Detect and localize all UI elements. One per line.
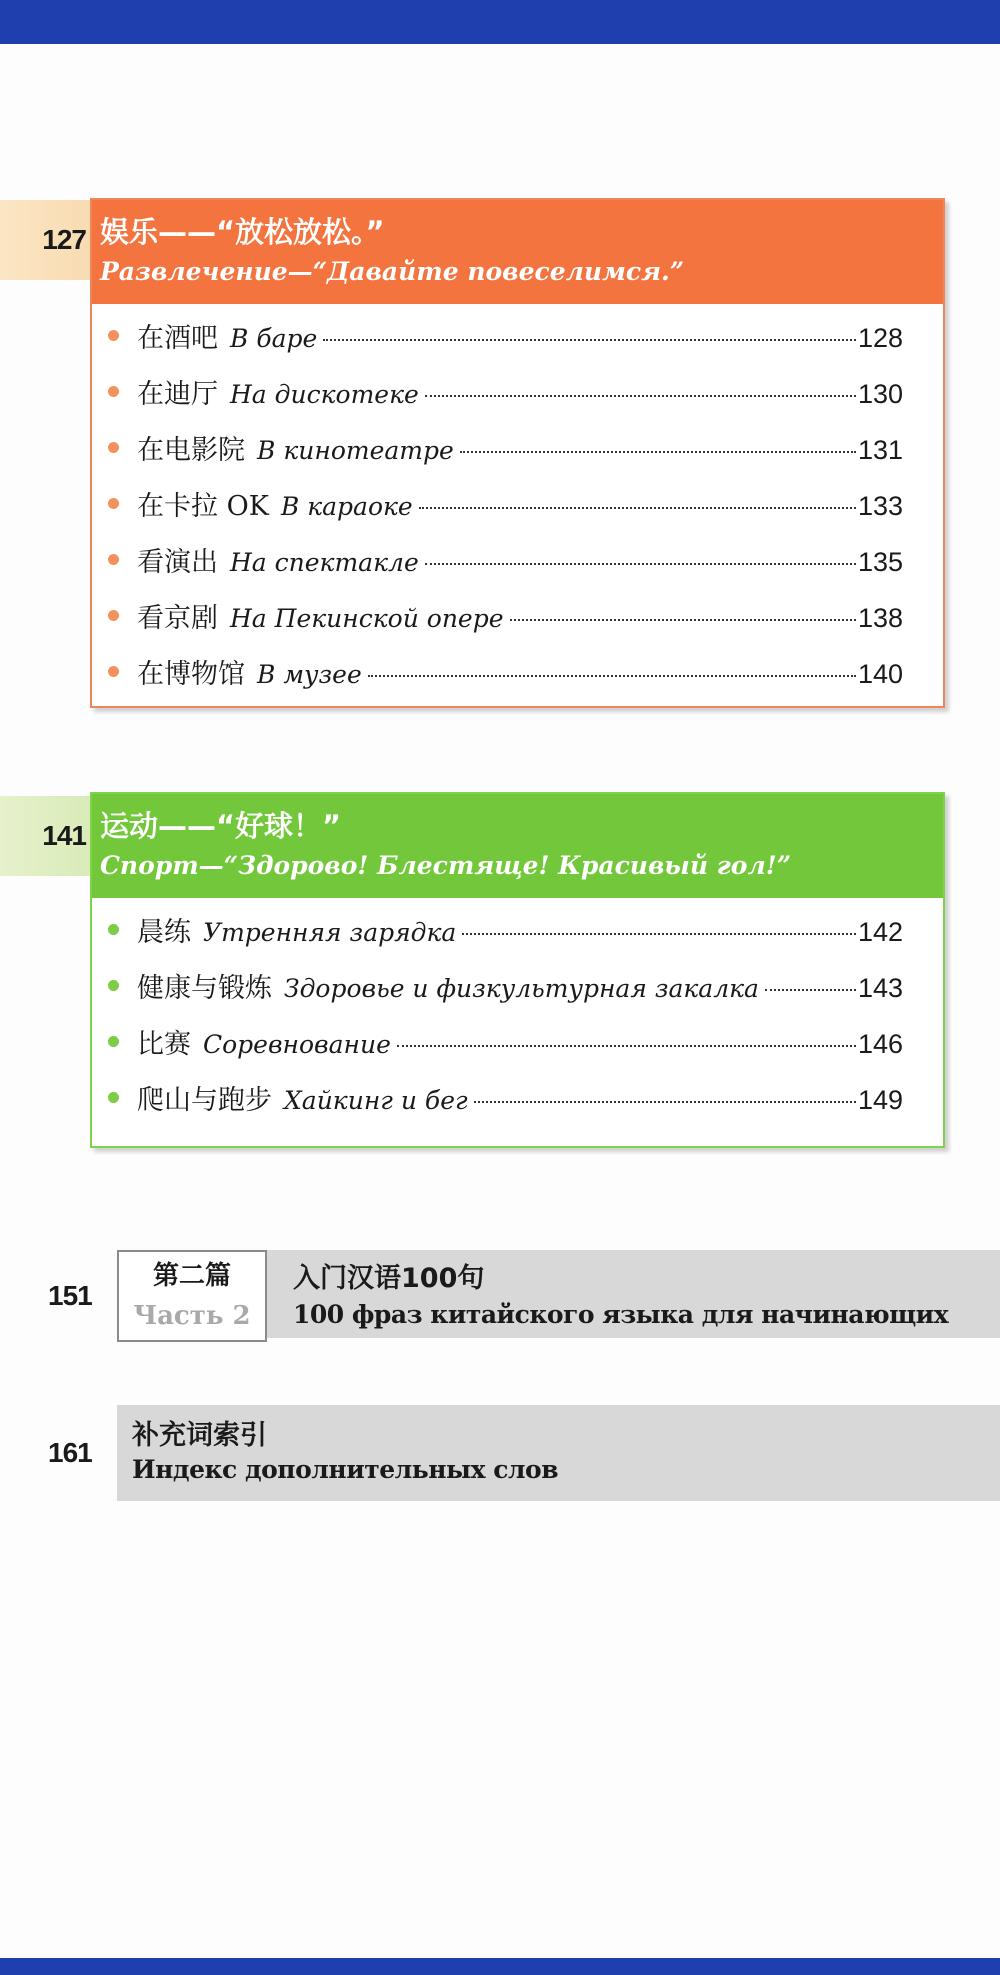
section-page-number: 127 <box>0 200 92 280</box>
section-title-ru: Развлечение—“Давайте повеселимся.” <box>100 257 685 286</box>
item-title-ru: В кинотеатре <box>257 436 454 465</box>
part-title-cn: 入门汉语100句 <box>293 1263 485 1294</box>
item-title-cn: 看京剧 <box>137 603 218 634</box>
dot-leader <box>323 339 856 341</box>
toc-section-entertainment <box>90 198 945 708</box>
bullet-icon <box>108 1092 119 1103</box>
toc-item[interactable] <box>102 428 903 484</box>
toc-section-sport <box>90 792 945 1148</box>
dot-leader <box>462 933 856 935</box>
dot-leader <box>368 675 856 677</box>
item-page-number: 149 <box>857 1085 903 1115</box>
toc-item[interactable] <box>102 540 903 596</box>
dot-leader <box>765 989 856 991</box>
toc-item[interactable] <box>102 966 903 1022</box>
toc-item[interactable] <box>102 484 903 540</box>
item-title-cn: 爬山与跑步 <box>137 1085 272 1116</box>
bullet-icon <box>108 442 119 453</box>
bullet-icon <box>108 498 119 509</box>
item-title-cn: 在博物馆 <box>137 659 245 690</box>
bullet-icon <box>108 980 119 991</box>
toc-list <box>92 898 943 1148</box>
part-label-ru: Часть 2 <box>133 1301 251 1331</box>
toc-part-2[interactable] <box>0 1250 1000 1346</box>
index-title-ru: Индекс дополнительных слов <box>132 1455 559 1484</box>
part-label <box>117 1250 267 1342</box>
dot-leader <box>510 619 856 621</box>
bullet-icon <box>108 610 119 621</box>
bullet-icon <box>108 554 119 565</box>
item-title-cn: 看演出 <box>137 547 218 578</box>
item-title-cn: 在卡拉 OK <box>137 491 269 522</box>
item-title-ru: На спектакле <box>230 548 419 577</box>
toc-item[interactable] <box>102 652 903 708</box>
top-bar <box>0 0 1000 44</box>
section-header <box>92 794 943 898</box>
part-page-number: 151 <box>48 1280 92 1311</box>
item-title-cn: 在电影院 <box>137 435 245 466</box>
toc-index[interactable] <box>0 1405 1000 1501</box>
bottom-bar <box>0 1958 1000 1975</box>
section-title-cn: 娱乐——“放松放松。” <box>100 215 385 249</box>
item-page-number: 135 <box>857 547 903 577</box>
index-title-cn: 补充词索引 <box>132 1420 267 1451</box>
dot-leader <box>425 395 856 397</box>
bullet-icon <box>108 386 119 397</box>
bullet-icon <box>108 924 119 935</box>
item-title-ru: Здоровье и физкультурная закалка <box>284 974 759 1003</box>
item-page-number: 140 <box>857 659 903 689</box>
item-page-number: 133 <box>857 491 903 521</box>
item-title-ru: На Пекинской опере <box>230 604 504 633</box>
item-title-cn: 在迪厅 <box>137 379 218 410</box>
item-title-ru: Соревнование <box>203 1030 391 1059</box>
toc-item[interactable] <box>102 316 903 372</box>
bullet-icon <box>108 330 119 341</box>
bullet-icon <box>108 666 119 677</box>
part-label-cn: 第二篇 <box>152 1261 231 1291</box>
item-title-ru: В баре <box>230 324 318 353</box>
section-page-number: 141 <box>0 796 92 876</box>
section-title-cn: 运动——“好球！” <box>100 809 342 843</box>
index-page-number: 161 <box>48 1437 92 1468</box>
item-title-cn: 在酒吧 <box>137 323 218 354</box>
item-title-ru: В караоке <box>280 492 413 521</box>
toc-item[interactable] <box>102 1078 903 1134</box>
item-title-ru: Хайкинг и бег <box>284 1086 468 1115</box>
item-page-number: 142 <box>857 917 903 947</box>
item-page-number: 143 <box>857 973 903 1003</box>
dot-leader <box>474 1101 856 1103</box>
toc-item[interactable] <box>102 1022 903 1078</box>
item-title-ru: Утренняя зарядка <box>203 918 457 947</box>
section-header <box>92 200 943 304</box>
bullet-icon <box>108 1036 119 1047</box>
item-page-number: 131 <box>857 435 903 465</box>
part-title-ru: 100 фраз китайского языка для начинающих <box>293 1300 949 1329</box>
dot-leader <box>419 507 856 509</box>
toc-list <box>92 304 943 722</box>
toc-item[interactable] <box>102 910 903 966</box>
item-page-number: 146 <box>857 1029 903 1059</box>
item-page-number: 138 <box>857 603 903 633</box>
dot-leader <box>397 1045 856 1047</box>
item-title-ru: На дискотеке <box>230 380 419 409</box>
item-page-number: 130 <box>857 379 903 409</box>
item-page-number: 128 <box>857 323 903 353</box>
dot-leader <box>460 451 856 453</box>
toc-item[interactable] <box>102 596 903 652</box>
toc-item[interactable] <box>102 372 903 428</box>
item-title-cn: 晨练 <box>137 917 191 948</box>
item-title-ru: В музее <box>257 660 362 689</box>
section-title-ru: Спорт—“Здорово! Блестяще! Красивый гол!” <box>100 851 792 880</box>
dot-leader <box>425 563 856 565</box>
item-title-cn: 健康与锻炼 <box>137 973 272 1004</box>
item-title-cn: 比赛 <box>137 1029 191 1060</box>
